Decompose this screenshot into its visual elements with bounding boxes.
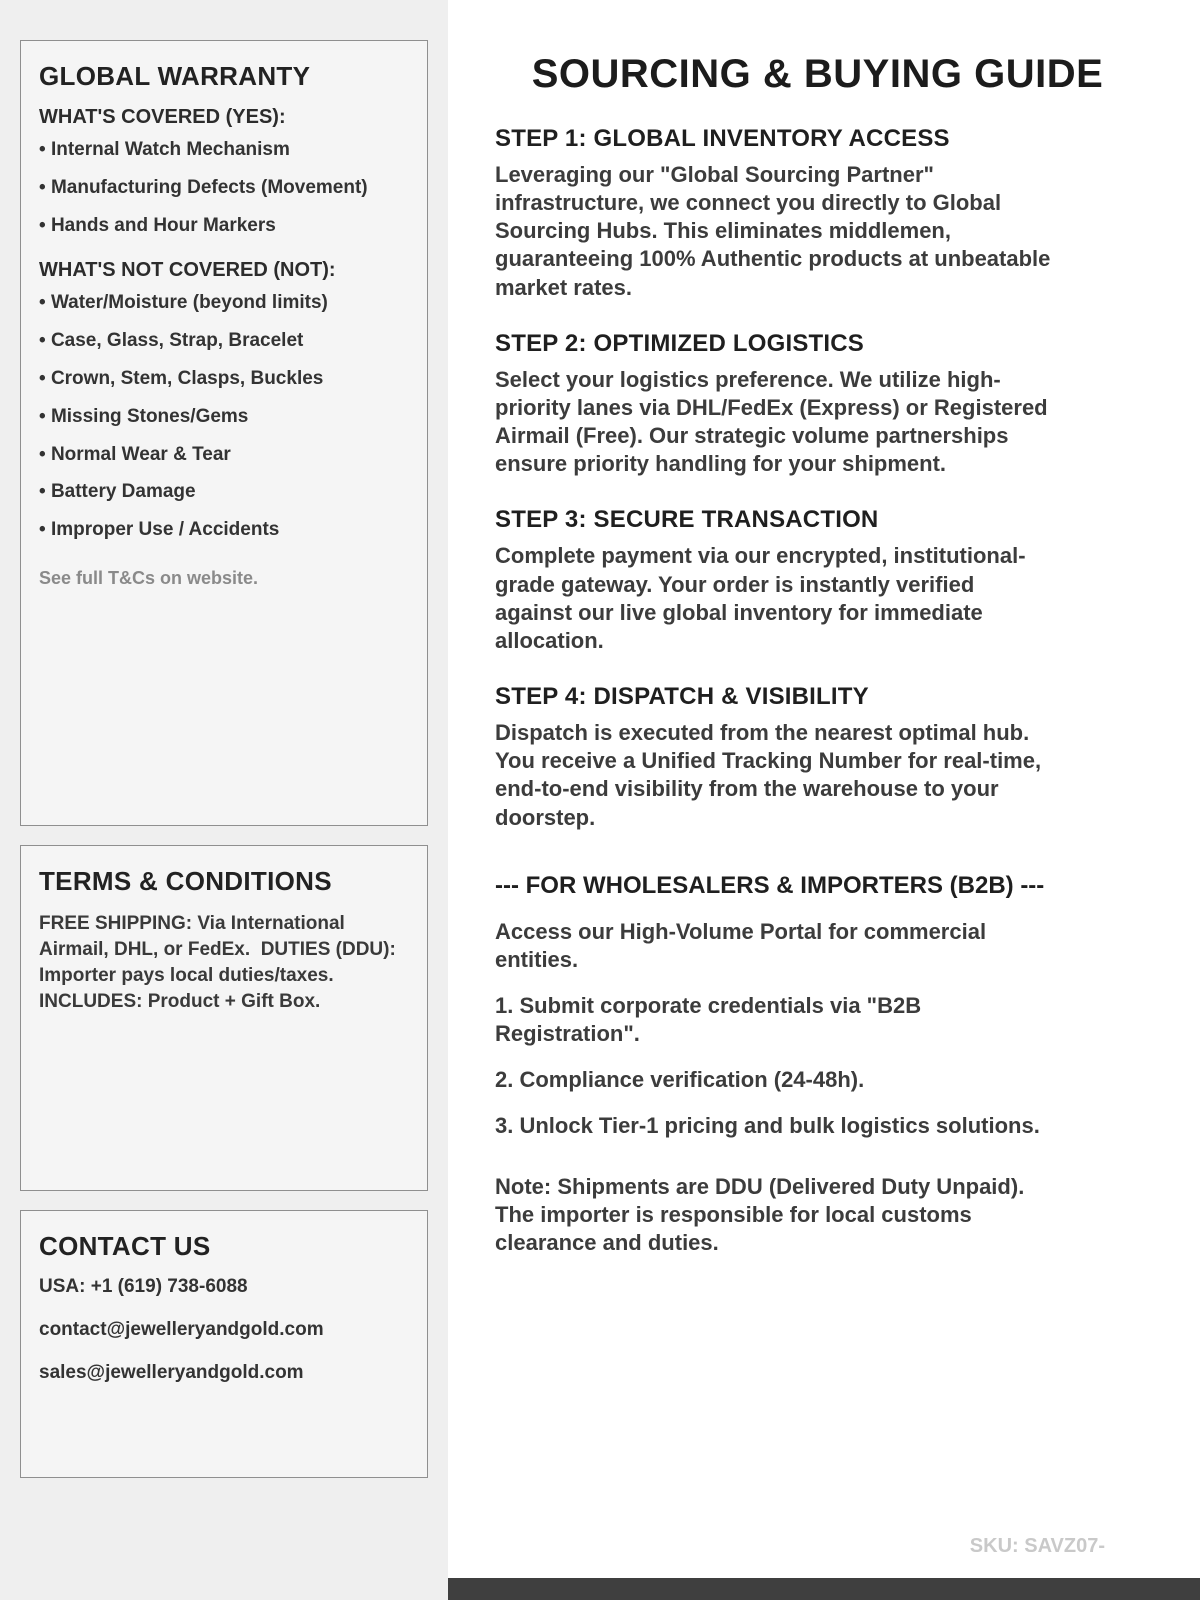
step-1-body: Leveraging our "Global Sourcing Partner" infrastructure, we connect you directly to Global Sourcing Hubs. This eliminates middlemen, guaranteeing 100% Authentic products at unbeatable market rates. xyxy=(495,162,1051,300)
step-1-heading: STEP 1: GLOBAL INVENTORY ACCESS xyxy=(495,125,950,152)
not-covered-heading: WHAT'S NOT COVERED (NOT): xyxy=(39,259,336,282)
terms-body: FREE SHIPPING: Via International Airmail, DHL, or FedEx. DUTIES (DDU): Importer pays local duties/taxes. INCLUDES: Product + Gift Box. xyxy=(39,913,402,1013)
step-3-body: Complete payment via our encrypted, institutional-grade gateway. Your order is instantly verified against our live global inventory for immediate allocation. xyxy=(495,543,1026,653)
not-covered-item: • Battery Damage xyxy=(39,481,409,504)
covered-item: • Hands and Hour Markers xyxy=(39,215,409,238)
step-3-heading: STEP 3: SECURE TRANSACTION xyxy=(495,506,879,534)
covered-heading: WHAT'S COVERED (YES): xyxy=(39,106,286,128)
not-covered-item: • Missing Stones/Gems xyxy=(39,406,409,429)
main-content xyxy=(448,0,1200,1600)
covered-item: • Internal Watch Mechanism xyxy=(39,139,409,162)
not-covered-item: • Case, Glass, Strap, Bracelet xyxy=(39,330,409,353)
not-covered-item: • Normal Wear & Tear xyxy=(39,444,409,467)
step-4-heading: STEP 4: DISPATCH & VISIBILITY xyxy=(495,683,869,711)
warranty-title: GLOBAL WARRANTY xyxy=(39,61,311,91)
step-2-body: Select your logistics preference. We utilize high-priority lanes via DHL/FedEx (Express) or Registered Airmail (Free). Our strategic volume partnerships ensure priority handling for your shipment. xyxy=(495,366,1048,477)
step-4-body: Dispatch is executed from the nearest optimal hub. You receive a Unified Tracking Number for real-time, end-to-end visibility from the warehouse to your doorstep. xyxy=(495,720,1042,830)
not-covered-item: • Improper Use / Accidents xyxy=(39,519,409,542)
not-covered-item: • Water/Moisture (beyond limits) xyxy=(39,292,409,315)
contact-email: contact@jewelleryandgold.com xyxy=(39,1319,324,1340)
b2b-item: 1. Submit corporate credentials via "B2B Registration". xyxy=(495,992,922,1047)
contact-phone: USA: +1 (619) 738-6088 xyxy=(39,1276,248,1297)
b2b-intro: Access our High-Volume Portal for commercial entities. xyxy=(495,918,987,972)
footer-bar xyxy=(448,1578,1200,1600)
sidebar xyxy=(0,0,448,1600)
b2b-heading: --- FOR WHOLESALERS & IMPORTERS (B2B) --- xyxy=(495,871,1045,899)
not-covered-item: • Crown, Stem, Clasps, Buckles xyxy=(39,368,409,391)
contact-title: CONTACT US xyxy=(39,1231,211,1261)
page-title: SOURCING & BUYING GUIDE xyxy=(531,52,1104,96)
sku-label: SKU: SAVZ07- xyxy=(969,1535,1105,1557)
b2b-item: 2. Compliance verification (24-48h). xyxy=(495,1067,865,1093)
step-2-heading: STEP 2: OPTIMIZED LOGISTICS xyxy=(495,329,864,357)
terms-title: TERMS & CONDITIONS xyxy=(39,866,332,896)
warranty-footnote: See full T&Cs on website. xyxy=(39,567,259,588)
warranty-box xyxy=(20,40,428,826)
b2b-item: 3. Unlock Tier-1 pricing and bulk logistics solutions. xyxy=(495,1113,1040,1139)
b2b-note: Note: Shipments are DDU (Delivered Duty Unpaid). The importer is responsible for local customs clearance and duties. xyxy=(495,1173,1025,1255)
covered-item: • Manufacturing Defects (Movement) xyxy=(39,177,409,200)
contact-box xyxy=(20,1210,428,1478)
terms-box xyxy=(20,845,428,1191)
contact-sales-email: sales@jewelleryandgold.com xyxy=(39,1362,304,1383)
